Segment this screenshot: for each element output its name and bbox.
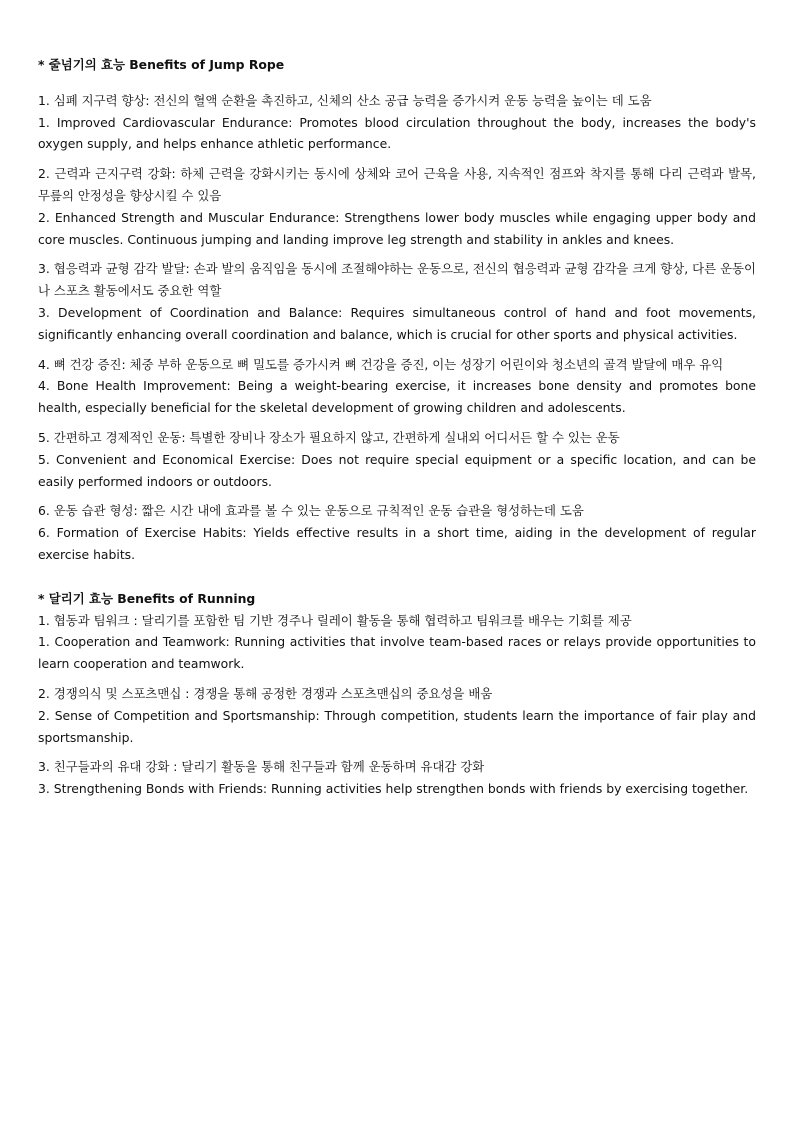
list-item: [38, 258, 756, 345]
list-item: [38, 90, 756, 155]
item-korean-text: 5. 간편하고 경제적인 운동: 특별한 장비나 장소가 필요하지 않고, 간편하게 실내외 어디서든 할 수 있는 운동: [38, 429, 620, 445]
section-running: [38, 588, 756, 800]
item-korean-text: 3. 협응력과 균형 감각 발달: 손과 발의 움직임을 동시에 조절해야하는 운동으로, 전신의 협응력과 균형 감각을 크게 향상, 다른 운동이나 스포츠 활동에서도 중요한 역할: [38, 261, 756, 299]
section-title: * 달리기 효능 Benefits of Running: [38, 590, 256, 606]
section-title: * 줄넘기의 효능 Benefits of Jump Rope: [38, 57, 285, 72]
item-english-text: 2. Enhanced Strength and Muscular Endurance: Strengthens lower body muscles while engaging upper body and core muscles. Continuous jumping and landing improve leg strength and stability in ankles and knees.: [38, 209, 756, 247]
list-item: [38, 756, 756, 800]
item-english-text: 3. Development of Coordination and Balance: Requires simultaneous control of hand and foot movements, significantly enhancing overall coordination and balance, which is crucial for other sports and physical activities.: [38, 304, 756, 342]
item-korean-text: 3. 친구들과의 유대 강화 : 달리기 활동을 통해 친구들과 함께 운동하며 유대감 강화: [38, 759, 485, 775]
list-item: [38, 610, 756, 675]
list-item: [38, 427, 756, 492]
item-english-text: 6. Formation of Exercise Habits: Yields effective results in a short time, aiding in the development of regular exercise habits.: [38, 525, 756, 562]
item-english-text: 1. Improved Cardiovascular Endurance: Promotes blood circulation throughout the body, increases the body's oxygen supply, and helps enhance athletic performance.: [38, 114, 756, 152]
item-english-text: 2. Sense of Competition and Sportsmanship: Through competition, students learn the importance of fair play and sportsmanship.: [38, 707, 756, 745]
item-korean-text: 1. 심폐 지구력 향상: 전신의 혈액 순환을 촉진하고, 신체의 산소 공급 능력을 증가시켜 운동 능력을 높이는 데 도움: [38, 92, 652, 108]
list-item: [38, 683, 756, 748]
list-item: [38, 500, 756, 565]
list-item: [38, 354, 756, 419]
item-english-text: 3. Strengthening Bonds with Friends: Running activities help strengthen bonds with friends by exercising together.: [38, 781, 749, 797]
item-korean-text: 6. 운동 습관 형성: 짧은 시간 내에 효과를 볼 수 있는 운동으로 규칙적인 운동 습관을 형성하는데 도움: [38, 503, 584, 519]
item-english-text: 1. Cooperation and Teamwork: Running activities that involve team-based races or relays provide opportunities to learn cooperation and teamwork.: [38, 634, 756, 672]
item-korean-text: 1. 협동과 팀워크 : 달리기를 포함한 팀 기반 경주나 릴레이 활동을 통해 협력하고 팀워크를 배우는 기회를 제공: [38, 612, 632, 628]
item-english-text: 4. Bone Health Improvement: Being a weight-bearing exercise, it increases bone density and promotes bone health, especially beneficial for the skeletal development of growing children and adolescents.: [38, 378, 756, 416]
list-item: [38, 163, 756, 250]
item-korean-text: 4. 뼈 건강 증진: 체중 부하 운동으로 뼈 밀도를 증가시켜 뼈 건강을 증진, 이는 성장기 어린이와 청소년의 골격 발달에 매우 유익: [38, 356, 724, 372]
document-page: [38, 54, 756, 808]
item-korean-text: 2. 경쟁의식 및 스포츠맨십 : 경쟁을 통해 공정한 경쟁과 스포츠맨십의 중요성을 배움: [38, 685, 493, 701]
section-jump-rope: [38, 54, 756, 566]
item-english-text: 5. Convenient and Economical Exercise: Does not require special equipment or a specific location, and can be easily performed indoors or outdoors.: [38, 451, 756, 489]
item-korean-text: 2. 근력과 근지구력 강화: 하체 근력을 강화시키는 동시에 상체와 코어 근육을 사용, 지속적인 점프와 착지를 통해 다리 근력과 발목, 무릎의 안정성을 향상시킬 수 있음: [38, 166, 756, 203]
